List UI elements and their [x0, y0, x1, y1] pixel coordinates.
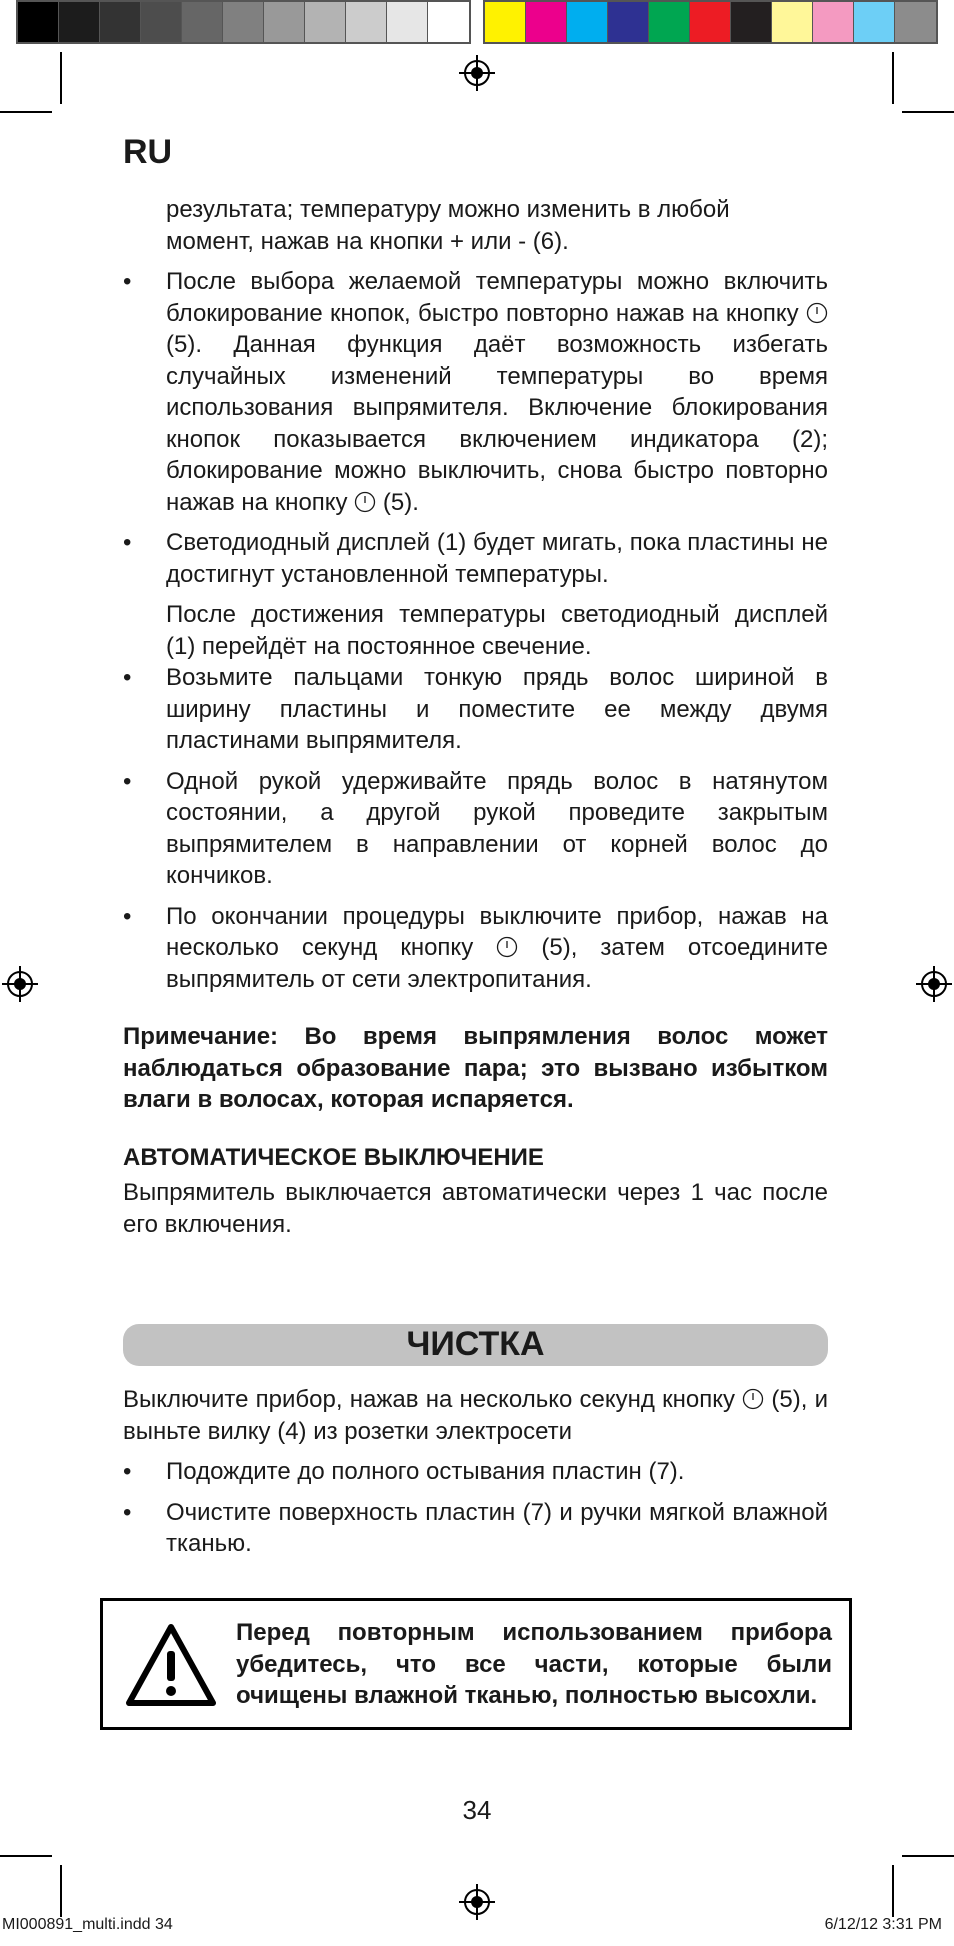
- color-calibration-bar: [16, 0, 938, 44]
- note-paragraph: Примечание: Во время выпрямления волос может наблюдаться образование пара; это вызвано избытком влаги в волосах, которая испаряется.: [123, 1023, 828, 1113]
- list-item: [123, 662, 828, 757]
- cleaning-title: ЧИСТКА: [406, 1325, 545, 1364]
- slug-date-info: 6/12/12 3:31 PM: [824, 1916, 942, 1933]
- color-swatch: [485, 2, 526, 42]
- warning-triangle-icon: [123, 1621, 219, 1709]
- list-item: [123, 1456, 828, 1488]
- cleaning-intro-part: (5), и выньте вилку (4) из розетки электросети: [123, 1386, 828, 1445]
- color-swatch: [567, 2, 608, 42]
- color-swatch: [387, 2, 428, 42]
- power-button-icon: [742, 1388, 764, 1410]
- slug-file-info: MI000891_multi.indd 34: [2, 1916, 173, 1933]
- crop-mark: [892, 52, 894, 104]
- list-item: [123, 1497, 828, 1560]
- color-swatch: [526, 2, 567, 42]
- bullet-text: Возьмите пальцами тонкую прядь волос шириной в ширину пластины и поместите ее между двумя пластинами выпрямителя.: [166, 664, 828, 754]
- crop-mark: [60, 1865, 62, 1917]
- auto-off-heading: АВТОМАТИЧЕСКОЕ ВЫКЛЮЧЕНИЕ: [123, 1143, 544, 1171]
- color-swatch: [18, 2, 59, 42]
- bullet-text: Очистите поверхность пластин (7) и ручки мягкой влажной тканью.: [166, 1498, 828, 1557]
- page-number: 34: [462, 1795, 492, 1825]
- registration-mark-icon: [459, 1884, 495, 1920]
- list-item: [123, 766, 828, 892]
- auto-off-text: Выпрямитель выключается автоматически через 1 час после его включения.: [123, 1179, 828, 1238]
- bullet-marker: •: [123, 1458, 132, 1485]
- color-swatch: [141, 2, 182, 42]
- bullet-text: Подождите до полного остывания пластин (7).: [166, 1458, 685, 1485]
- list-item: [123, 901, 828, 996]
- color-swatch: [305, 2, 346, 42]
- color-swatch: [772, 2, 813, 42]
- bullet-marker: •: [123, 1498, 132, 1526]
- cleaning-intro: [123, 1384, 828, 1447]
- color-swatch: [264, 2, 305, 42]
- color-swatch: [346, 2, 387, 42]
- bullet-marker: •: [123, 767, 132, 795]
- bullet-text-part: По окончании процедуры выключите прибор, нажав на несколько секунд кнопку: [166, 902, 828, 961]
- bullet-text-part: После выбора желаемой температуры можно включить блокирование кнопок, быстро повторно нажав на кнопку: [166, 268, 828, 327]
- color-swatch: [608, 2, 649, 42]
- color-swatch: [182, 2, 223, 42]
- bullet-marker: •: [123, 664, 132, 691]
- intro-paragraph: [123, 194, 828, 257]
- bullet-text: Одной рукой удерживайте прядь волос в натянутом состоянии, а другой рукой проведите закрытым выпрямителем в направлении от корней волос до кончиков.: [166, 767, 828, 889]
- crop-mark: [892, 1865, 894, 1917]
- bullet-marker: •: [123, 529, 132, 556]
- warning-text: Перед повторным использованием прибора убедитесь, что все части, которые были очищены влажной тканью, полностью высохли.: [236, 1619, 832, 1709]
- registration-mark-icon: [459, 55, 495, 91]
- crop-mark: [0, 1855, 52, 1857]
- gray-ramp-swatches: [16, 0, 471, 44]
- power-button-icon: [806, 302, 828, 324]
- registration-mark-icon: [2, 966, 38, 1002]
- power-button-icon: [354, 491, 376, 513]
- crop-mark: [902, 111, 954, 113]
- bullet-text-part: (5), затем отсоедините выпрямитель от сети электропитания.: [166, 934, 829, 993]
- color-swatch: [59, 2, 100, 42]
- warning-box: [100, 1598, 852, 1730]
- process-color-swatches: [483, 0, 938, 44]
- color-swatch: [223, 2, 264, 42]
- list-item: [123, 266, 828, 518]
- color-swatch: [428, 2, 469, 42]
- color-swatch: [731, 2, 772, 42]
- color-swatch: [895, 2, 936, 42]
- bullet-marker: •: [123, 268, 132, 295]
- crop-mark: [60, 52, 62, 104]
- registration-mark-icon: [916, 966, 952, 1002]
- main-content: [123, 194, 828, 1569]
- bullet-text: Светодиодный дисплей (1) будет мигать, пока пластины не достигнут установленной температуры.: [166, 529, 828, 588]
- color-swatch: [100, 2, 141, 42]
- bullet-text-part: (5). Данная функция даёт возможность избегать случайных изменений температуры во время использования выпрямителя. Включение блокирования кнопок показывается включением индикатора (2); блокирование можно выключить, снова быстро повторно нажав на кнопку: [166, 331, 828, 516]
- color-swatch: [813, 2, 854, 42]
- intro-line-2: момент, нажав на кнопки + или - (6).: [166, 227, 569, 255]
- bullet-text-part: (5).: [382, 488, 419, 516]
- power-button-icon: [496, 936, 518, 958]
- list-item: [123, 527, 828, 590]
- section-heading-bar: [123, 1324, 828, 1366]
- intro-line-1: результата; температуру можно изменить в любой: [166, 196, 730, 223]
- bullet-marker: •: [123, 902, 132, 930]
- crop-mark: [0, 111, 52, 113]
- color-swatch: [854, 2, 895, 42]
- cleaning-intro-part: Выключите прибор, нажав на несколько секунд кнопку: [123, 1386, 735, 1413]
- bullet-continuation: После достижения температуры светодиодный дисплей (1) перейдёт на постоянное свечение.: [166, 601, 828, 660]
- color-swatch: [649, 2, 690, 42]
- crop-mark: [902, 1855, 954, 1857]
- color-swatch: [690, 2, 731, 42]
- language-code: RU: [123, 133, 173, 171]
